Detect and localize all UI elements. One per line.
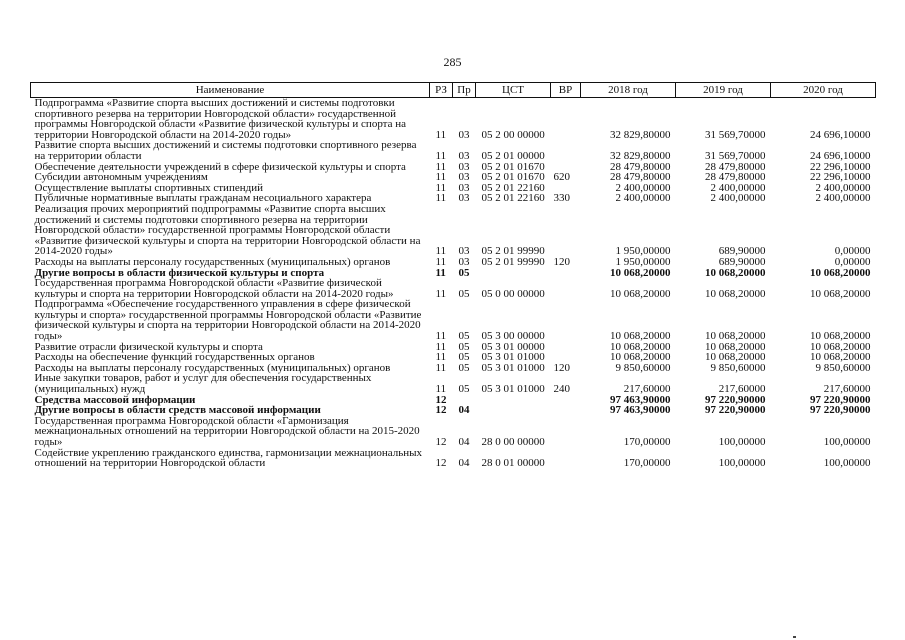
header-name: Наименование (31, 83, 430, 98)
cell-y2018: 97 463,90000 (610, 393, 671, 406)
cell-vr (551, 278, 581, 299)
cell-name: Публичные нормативные выплаты гражданам несоциального характера (34, 192, 372, 205)
cell-name: Государственная программа Новгородской области «Гармонизация межнациональных отношений на территории Новгородской области на 2015-2020 годы» (34, 414, 420, 448)
cell-name: Государственная программа Новгородской области «Развитие физической культуры и спорта на территории Новгородской области на 2014-2020 годы» (34, 277, 394, 300)
cell-y2019: 31 569,70000 (705, 149, 766, 162)
cell-y2018: 217,60000 (623, 383, 671, 396)
cell-rz: 11 (435, 245, 447, 258)
cell-y2018: 97 463,90000 (610, 404, 671, 417)
cell-vr (551, 268, 581, 279)
table-row (31, 448, 876, 469)
cell-rz: 11 (435, 149, 447, 162)
cell-name: Расходы на обеспечение функций государственных органов (34, 351, 315, 364)
cell-name: Средства массовой информации (34, 393, 196, 406)
cell-y2018: 170,00000 (623, 457, 671, 470)
budget-table (30, 82, 876, 469)
cell-y2018: 10 068,20000 (610, 287, 671, 300)
cell-vr: 620 (553, 171, 570, 184)
cell-rz: 11 (435, 192, 447, 205)
cell-cst: 05 2 01 22160 (481, 192, 545, 205)
cell-pr: 05 (458, 383, 470, 396)
cell-y2020: 217,60000 (823, 383, 871, 396)
cell-pr: 03 (458, 128, 470, 141)
cell-name: Содействие укреплению гражданского единства, гармонизации межнациональных отношений на территории Новгородской области (34, 446, 422, 470)
cell-y2018: 1 950,00000 (615, 255, 671, 268)
table-row (31, 140, 876, 161)
cell-rz: 12 (435, 457, 447, 470)
cell-pr: 03 (458, 255, 470, 268)
cell-name: Подпрограмма «Развитие спорта высших достижений и системы подготовки спортивного резерва на территории Новгородской области» государственной программы Новгородской области «Развитие физической культуры и спорта на территории Новгородской области на 2014-2020 годы» (34, 97, 407, 141)
cell-name: Обеспечение деятельности учреждений в сфере физической культуры и спорта (34, 160, 406, 173)
cell-y2020: 0,00000 (834, 255, 871, 268)
table-body (31, 98, 876, 469)
cell-pr: 05 (458, 330, 470, 343)
table-row (31, 257, 876, 268)
cell-y2018: 32 829,80000 (610, 149, 671, 162)
cell-y2019: 97 220,90000 (705, 404, 766, 417)
cell-vr (551, 140, 581, 161)
cell-y2018: 10 068,20000 (610, 340, 671, 353)
cell-cst: 05 3 01 01000 (481, 361, 545, 374)
cell-y2019: 2 400,00000 (710, 181, 766, 194)
header-vr: ВР (551, 83, 581, 98)
cell-y2019: 31 569,70000 (705, 128, 766, 141)
cell-y2020: 100,00000 (823, 436, 871, 448)
cell-rz: 12 (435, 393, 447, 406)
cell-cst: 05 3 01 01000 (481, 383, 545, 396)
table-header-row (31, 83, 876, 98)
cell-cst: 05 3 01 01000 (481, 351, 545, 364)
cell-rz: 11 (435, 287, 447, 300)
cell-pr: 05 (458, 340, 470, 353)
cell-y2020: 10 068,20000 (810, 351, 871, 364)
cell-y2020: 24 696,10000 (810, 128, 871, 141)
cell-rz: 11 (435, 330, 447, 343)
cell-y2019: 10 068,20000 (705, 351, 766, 364)
cell-y2020: 2 400,00000 (815, 192, 871, 205)
cell-y2020: 97 220,90000 (810, 393, 871, 406)
cell-cst: 05 2 00 00000 (481, 128, 545, 141)
cell-name: Расходы на выплаты персоналу государственных (муниципальных) органов (34, 255, 391, 268)
cell-pr: 04 (458, 436, 470, 448)
cell-rz: 11 (435, 160, 447, 173)
cell-y2020: 100,00000 (823, 457, 871, 470)
header-2018: 2018 год (581, 83, 676, 98)
cell-rz: 11 (435, 340, 447, 353)
cell-rz: 11 (435, 266, 446, 279)
header-rz: РЗ (430, 83, 453, 98)
cell-pr: 03 (458, 245, 470, 258)
cell-y2019: 100,00000 (718, 457, 766, 470)
cell-y2019: 10 068,20000 (705, 287, 766, 300)
cell-y2018: 1 950,00000 (615, 245, 671, 258)
cell-y2019: 217,60000 (718, 383, 766, 396)
cell-y2020: 24 696,10000 (810, 149, 871, 162)
cell-vr (551, 416, 581, 448)
cell-rz: 11 (435, 181, 447, 194)
cell-y2018: 10 068,20000 (610, 351, 671, 364)
cell-cst (476, 405, 551, 416)
cell-name: Реализация прочих мероприятий подпрограммы «Развитие спорта высших достижений и системы подготовки спортивного резерва на территории Новгородской области» государственной программы Новгородской области «Развитие физической культуры и спорта на территории Новгородской области на 2014-2020 годы» (34, 202, 421, 258)
page-number: 285 (443, 55, 462, 69)
table-row (31, 373, 876, 394)
cell-name: Другие вопросы в области физической культуры и спорта (34, 266, 325, 279)
cell-y2019: 10 068,20000 (705, 266, 766, 279)
cell-vr: 240 (553, 383, 570, 396)
cell-name: Расходы на выплаты персоналу государственных (муниципальных) органов (34, 361, 391, 374)
cell-y2018: 32 829,80000 (610, 128, 671, 141)
cell-y2020: 0,00000 (834, 245, 871, 258)
cell-y2018: 9 850,60000 (615, 361, 671, 374)
cell-vr: 120 (553, 255, 570, 268)
cell-rz: 12 (435, 404, 447, 417)
cell-y2019: 97 220,90000 (705, 393, 766, 406)
cell-name: Подпрограмма «Обеспечение государственного управления в сфере физической культуры и спорта» государственной программы Новгородской области «Развитие физической культуры и спорта на территории Новгородской области на 2014-2020 годы» (34, 298, 422, 343)
table-row (31, 278, 876, 299)
cell-vr (551, 299, 581, 341)
cell-rz: 11 (435, 383, 447, 396)
cell-y2020: 97 220,90000 (810, 404, 871, 417)
cell-y2019: 100,00000 (718, 436, 766, 448)
cell-name: Осуществление выплаты спортивных стипендий (34, 181, 263, 194)
cell-vr (551, 342, 581, 353)
cell-name: Развитие спорта высших достижений и системы подготовки спортивного резерва на территории области (34, 139, 417, 162)
cell-rz: 11 (435, 255, 447, 268)
cell-y2018: 2 400,00000 (615, 181, 671, 194)
cell-y2019: 10 068,20000 (705, 340, 766, 353)
cell-pr: 05 (458, 266, 470, 279)
cell-cst: 05 2 01 01670 (481, 171, 545, 184)
cell-name: Другие вопросы в области средств массовой информации (34, 404, 321, 417)
cell-y2018: 170,00000 (623, 436, 671, 448)
cell-cst (476, 395, 551, 406)
cell-pr: 05 (458, 287, 470, 300)
cell-y2018: 2 400,00000 (615, 192, 671, 205)
cell-pr: 03 (458, 181, 470, 194)
cell-pr: 04 (458, 457, 470, 470)
cell-y2019: 10 068,20000 (705, 330, 766, 343)
cell-rz: 11 (435, 361, 447, 374)
cell-cst: 05 2 01 99990 (481, 245, 545, 258)
cell-y2019: 9 850,60000 (710, 361, 766, 374)
cell-rz: 11 (435, 171, 447, 184)
cell-y2020: 2 400,00000 (815, 181, 871, 194)
cell-cst: 05 2 01 01670 (481, 160, 545, 173)
cell-vr (551, 448, 581, 469)
cell-pr: 03 (458, 149, 470, 162)
cell-rz: 11 (435, 351, 447, 364)
cell-y2019: 28 479,80000 (705, 171, 766, 184)
header-pr: Пр (453, 83, 476, 98)
table-row (31, 416, 876, 448)
cell-y2018: 10 068,20000 (610, 330, 671, 343)
cell-y2020: 10 068,20000 (810, 287, 871, 300)
cell-y2020: 22 296,10000 (810, 171, 871, 184)
cell-pr: 05 (458, 351, 470, 364)
cell-vr (551, 98, 581, 141)
cell-vr: 330 (553, 192, 570, 205)
cell-cst: 05 3 01 00000 (481, 340, 545, 353)
cell-cst: 05 3 00 00000 (481, 330, 545, 343)
table-row (31, 98, 876, 141)
cell-pr: 05 (458, 361, 470, 374)
cell-rz: 11 (435, 128, 447, 141)
cell-cst (476, 268, 551, 279)
cell-vr (551, 405, 581, 416)
cell-y2019: 28 479,80000 (705, 160, 766, 173)
cell-name: Субсидии автономным учреждениям (34, 171, 208, 184)
cell-cst: 28 0 00 00000 (481, 436, 545, 448)
header-2019: 2019 год (676, 83, 771, 98)
cell-pr: 03 (458, 171, 470, 184)
table-row (31, 204, 876, 257)
table-row (31, 299, 876, 341)
cell-rz: 12 (435, 436, 447, 448)
cell-y2019: 2 400,00000 (710, 192, 766, 205)
cell-vr: 120 (553, 361, 570, 374)
cell-vr (551, 204, 581, 257)
cell-cst: 05 0 00 00000 (481, 287, 545, 300)
cell-y2018: 10 068,20000 (610, 266, 671, 279)
cell-cst: 05 2 01 00000 (481, 149, 545, 162)
cell-pr: 04 (458, 404, 470, 417)
cell-y2020: 10 068,20000 (810, 330, 871, 343)
cell-vr (551, 395, 581, 406)
cell-y2018: 28 479,80000 (610, 160, 671, 173)
cell-y2020: 9 850,60000 (815, 361, 871, 374)
cell-y2020: 10 068,20000 (810, 340, 871, 353)
header-cst: ЦСТ (476, 83, 551, 98)
cell-name: Иные закупки товаров, работ и услуг для обеспечения государственных (муниципальных) нужд (34, 372, 372, 396)
scan-mark (793, 636, 796, 638)
cell-name: Развитие отрасли физической культуры и спорта (34, 340, 263, 353)
cell-cst: 28 0 01 00000 (481, 457, 545, 470)
cell-cst: 05 2 01 22160 (481, 181, 545, 194)
cell-pr: 03 (458, 192, 470, 205)
cell-y2020: 10 068,20000 (810, 266, 871, 279)
cell-cst: 05 2 01 99990 (481, 255, 545, 268)
cell-pr: 03 (458, 160, 470, 173)
cell-y2019: 689,90000 (718, 245, 766, 258)
cell-y2018: 28 479,80000 (610, 171, 671, 184)
cell-y2020: 22 296,10000 (810, 160, 871, 173)
header-2020: 2020 год (771, 83, 876, 98)
cell-y2019: 689,90000 (718, 255, 766, 268)
